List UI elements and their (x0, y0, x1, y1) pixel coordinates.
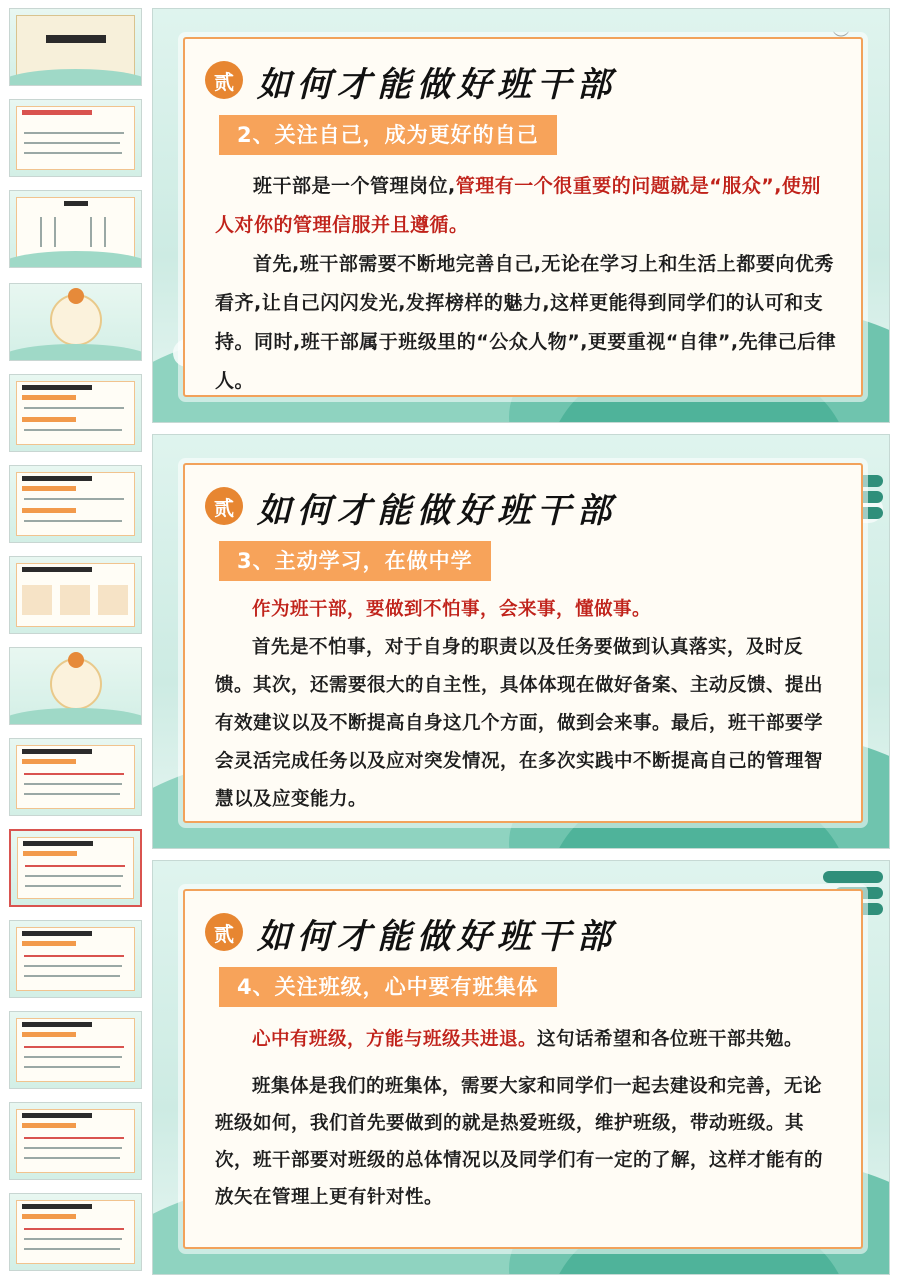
paragraph (215, 167, 840, 245)
slide-thumbnail-3[interactable] (9, 190, 142, 268)
thumbnail-text-line (24, 965, 122, 967)
text-run: 班干部是一个管理岗位, (253, 175, 456, 197)
thumbnail-column (22, 585, 52, 615)
thumbnail-frame (17, 837, 134, 899)
thumbnail-subhead-bar (22, 941, 76, 946)
slide-2[interactable] (152, 434, 890, 849)
thumbnail-text-line (25, 885, 121, 887)
thumbnail-text-line (24, 142, 120, 144)
thumbnail-text-line (24, 498, 124, 500)
thumbnail-hill (9, 344, 142, 361)
thumbnail-title-bar (22, 1113, 92, 1118)
slide-3[interactable] (152, 860, 890, 1275)
thumbnail-text-line (24, 1046, 124, 1048)
thumbnail-title-bar (22, 1204, 92, 1209)
thumbnail-title-bar (22, 110, 92, 115)
slide-thumbnail-panel (0, 0, 150, 1286)
thumbnail-title-bar (22, 749, 92, 754)
thumbnail-text-line (24, 1228, 124, 1230)
thumbnail-subhead-bar (22, 759, 76, 764)
slide-title: 如何才能做好班干部 (257, 65, 617, 105)
body-text (215, 591, 840, 819)
slide-1[interactable] (152, 8, 890, 423)
thumbnail-hill (9, 708, 142, 725)
thumbnail-text-line (24, 429, 122, 431)
paragraph: 首先,班干部需要不断地完善自己,无论在学习上和生活上都要向优秀看齐,让自己闪闪发光,发挥榜样的魅力,这样更能得到同学们的认可和支持。同时,班干部属于班级里的“公众人物”,更要重视“自律”,先律己后律人。 (215, 253, 837, 392)
slide-thumbnail-11[interactable] (9, 920, 142, 998)
subheading-tag: 3、主动学习，在做中学 (219, 541, 491, 581)
content-panel (183, 37, 863, 397)
slide-header (205, 53, 805, 109)
thumbnail-text-line (54, 217, 56, 247)
thumbnail-text-line (24, 152, 122, 154)
thumbnail-text-line (24, 783, 122, 785)
slide-thumbnail-8[interactable] (9, 647, 142, 725)
body-text (215, 167, 840, 401)
thumbnail-title-bar (22, 567, 92, 572)
paragraph (215, 1021, 840, 1058)
thumbnail-text-line (24, 520, 122, 522)
slide-thumbnail-5[interactable] (9, 374, 142, 452)
slide-header (205, 479, 805, 535)
pine-needle (823, 871, 883, 883)
thumbnail-frame (16, 1200, 135, 1264)
thumbnail-subhead-bar (22, 395, 76, 400)
thumbnail-badge (68, 288, 84, 304)
slide-thumbnail-10[interactable] (9, 829, 142, 907)
section-badge: 贰 (205, 913, 243, 951)
thumbnail-hill (9, 251, 142, 268)
thumbnail-text-line (24, 1056, 122, 1058)
thumbnail-title-bar (22, 1022, 92, 1027)
thumbnail-frame (16, 1018, 135, 1082)
thumbnail-frame (16, 745, 135, 809)
thumbnail-subhead-bar (22, 508, 76, 513)
slide-thumbnail-1[interactable] (9, 8, 142, 86)
thumbnail-subhead-bar (22, 1214, 76, 1219)
thumbnail-frame (16, 927, 135, 991)
paragraph: 首先是不怕事，对于自身的职责以及任务要做到认真落实，及时反馈。其次，还需要很大的自主性，具体体现在做好备案、主动反馈、提出有效建议以及不断提高自身这几个方面，做到会来事。最后，班干部要学会灵活完成任务以及应对突发情况，在多次实践中不断提高自己的管理智慧以及应变能力。 (215, 637, 824, 810)
slide-thumbnail-6[interactable] (9, 465, 142, 543)
thumbnail-text-line (24, 1157, 120, 1159)
thumbnail-text-line (24, 132, 124, 134)
thumbnail-text-line (24, 1248, 120, 1250)
section-badge: 贰 (205, 487, 243, 525)
thumbnail-subhead-bar (22, 1123, 76, 1128)
thumbnail-subhead-bar (22, 486, 76, 491)
slide-thumbnail-12[interactable] (9, 1011, 142, 1089)
slide-header (205, 905, 805, 961)
content-panel (183, 889, 863, 1249)
thumbnail-subhead-bar (22, 1032, 76, 1037)
thumbnail-text-line (25, 875, 123, 877)
thumbnail-text-line (25, 865, 125, 867)
thumbnail-title-bar (22, 931, 92, 936)
text-run: 这句话希望和各位班干部共勉。 (537, 1029, 804, 1050)
thumbnail-title-bar (46, 35, 106, 43)
thumbnail-text-line (90, 217, 92, 247)
thumbnail-title-bar (23, 841, 93, 846)
thumbnail-text-line (24, 1137, 124, 1139)
thumbnail-text-line (104, 217, 106, 247)
slide-thumbnail-9[interactable] (9, 738, 142, 816)
thumbnail-hill (9, 69, 142, 86)
slide-title: 如何才能做好班干部 (257, 917, 617, 957)
slide-thumbnail-7[interactable] (9, 556, 142, 634)
highlight-text: 管理有一个很重要的问题就是“服众”,使别人对你的管理信服并且遵循。 (215, 175, 821, 236)
highlight-text: 心中有班级，方能与班级共进退。 (252, 1029, 538, 1050)
slide-thumbnail-4[interactable] (9, 283, 142, 361)
thumbnail-column (98, 585, 128, 615)
section-badge: 贰 (205, 61, 243, 99)
body-text (215, 1021, 840, 1216)
thumbnail-badge (68, 652, 84, 668)
thumbnail-frame (16, 381, 135, 445)
thumbnail-text-line (24, 1066, 120, 1068)
thumbnail-text-line (24, 1147, 122, 1149)
thumbnail-column (60, 585, 90, 615)
thumbnail-subhead-bar (23, 851, 77, 856)
thumbnail-text-line (24, 407, 124, 409)
highlight-text: 作为班干部，要做到不怕事，会来事，懂做事。 (252, 599, 652, 620)
thumbnail-text-line (24, 955, 124, 957)
content-panel (183, 463, 863, 823)
subheading-tag: 2、关注自己，成为更好的自己 (219, 115, 557, 155)
slide-thumbnail-14[interactable] (9, 1193, 142, 1271)
thumbnail-subhead-bar (22, 417, 76, 422)
thumbnail-title-bar (22, 385, 92, 390)
slide-thumbnail-13[interactable] (9, 1102, 142, 1180)
thumbnail-frame (16, 472, 135, 536)
subheading-tag: 4、关注班级，心中要有班集体 (219, 967, 557, 1007)
thumbnail-title-bar (64, 201, 88, 206)
thumbnail-text-line (24, 773, 124, 775)
thumbnail-frame (16, 1109, 135, 1173)
paragraph: 班集体是我们的班集体，需要大家和同学们一起去建设和完善，无论班级如何，我们首先要做到的就是热爱班级，维护班级，带动班级。其次，班干部要对班级的总体情况以及同学们有一定的了解，这样才能有的放矢在管理上更有针对性。 (215, 1076, 824, 1208)
thumbnail-text-line (24, 975, 120, 977)
thumbnail-frame (16, 106, 135, 170)
slide-thumbnail-2[interactable] (9, 99, 142, 177)
thumbnail-text-line (40, 217, 42, 247)
thumbnail-title-bar (22, 476, 92, 481)
thumbnail-text-line (24, 793, 120, 795)
slide-title: 如何才能做好班干部 (257, 491, 617, 531)
thumbnail-text-line (24, 1238, 122, 1240)
